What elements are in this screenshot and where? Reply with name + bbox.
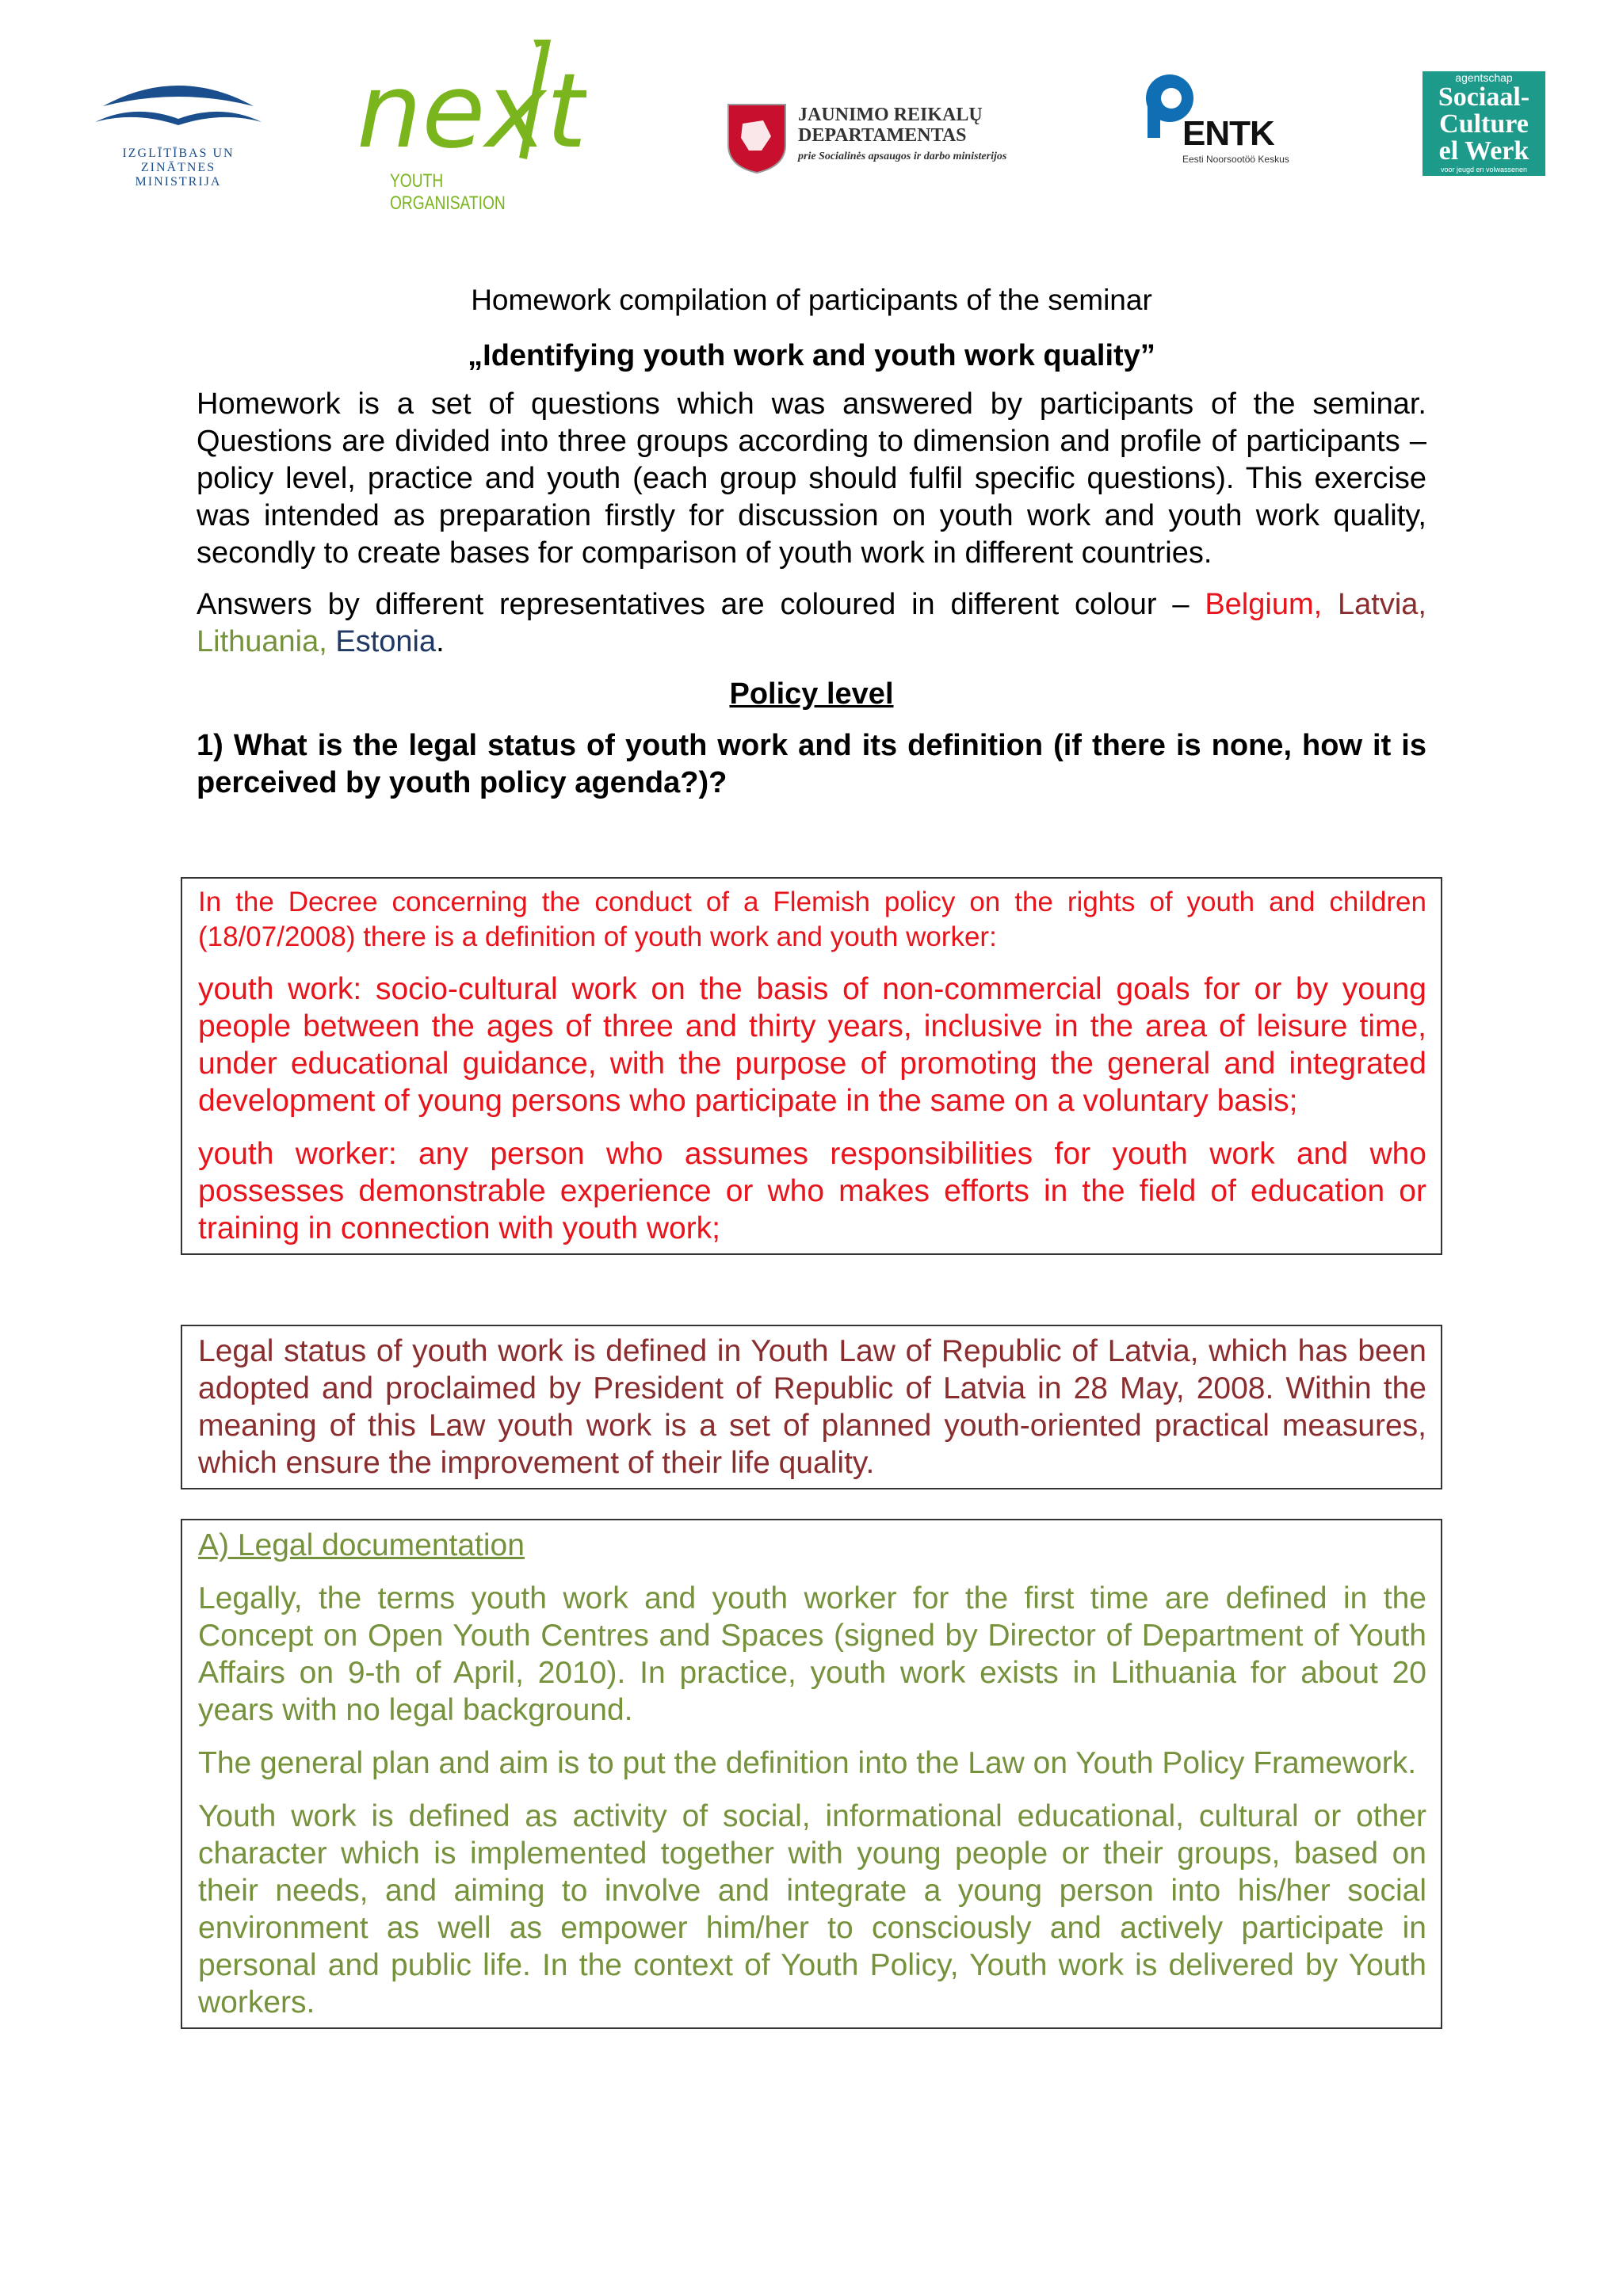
entk-logo-word: ENTK	[1182, 114, 1274, 153]
scw-logo-line1: Sociaal-	[1438, 82, 1530, 112]
scw-logo-top: agentschap	[1455, 71, 1513, 84]
izm-logo	[87, 73, 269, 189]
jrd-logo-line1: JAUNIMO REIKALŲ	[798, 105, 983, 125]
entk-logo	[1141, 71, 1316, 166]
scw-logo-line3: el Werk	[1438, 136, 1529, 166]
belgium-answer-box	[181, 877, 1442, 1255]
question-1: 1) What is the legal status of youth work and its definition (if there is none, how it is perceived by youth policy agenda?)?	[197, 729, 1426, 799]
logo-row	[0, 0, 1623, 222]
latvia-answer-box	[181, 1325, 1442, 1489]
belgium-decree-paragraph: In the Decree concerning the conduct of a Flemish policy on the rights of youth and children (18/07/2008) there is a definition of youth work and youth worker:	[198, 887, 1426, 952]
belgium-youth-work-definition: youth work: socio-cultural work on the basis of non-commercial goals for or by young people between the ages of three and thirty years, inclusive in the area of leisure time, under educational guidance, with the purpose of promoting the general and integrated development of young persons who participate in the same on a voluntary basis;	[198, 972, 1426, 1118]
legend-end: .	[436, 625, 445, 658]
section-heading-policy-level: Policy level	[729, 677, 894, 711]
lithuania-paragraph-3: Youth work is defined as activity of social, informational educational, cultural or other character which is implemented together with young people or their groups, based on their needs, and aiming to involve and integrate a young person into his/her social environment as well as empower him/her to consciously and actively participate in personal and public life. In the context of Youth Policy, Youth work is delivered by Youth workers.	[198, 1799, 1426, 2019]
jrd-logo	[725, 101, 1082, 177]
entk-logo-sub: Eesti Noorsootöö Keskus	[1182, 154, 1289, 165]
open-book-icon	[87, 73, 269, 136]
next-logo-sub: YOUTH ORGANISATION	[390, 170, 506, 214]
jrd-logo-line3: prie Socialinės apsaugos ir darbo ministerijos	[798, 151, 1007, 162]
lithuania-paragraph-1: Legally, the terms youth work and youth worker for the first time are defined in the Concept on Open Youth Centres and Spaces (signed by Director of Department of Youth Affairs on 9-th of April, 2010). In practice, youth work exists in Lithuania for about 20 years with no legal background.	[198, 1581, 1426, 1727]
next-logo	[349, 40, 586, 214]
legend-lithuania: Lithuania,	[197, 625, 327, 658]
document-title: Homework compilation of participants of the seminar	[471, 284, 1152, 316]
latvia-legal-status-paragraph: Legal status of youth work is defined in Youth Law of Republic of Latvia, which has been adopted and proclaimed by President of Republic of Latvia in 28 May, 2008. Within the meaning of this Law youth work is a set of planned youth-oriented practical measures, which ensure the improvement of their life quality.	[198, 1334, 1426, 1480]
intro-paragraph: Homework is a set of questions which was answered by participants of the seminar. Questions are divided into three groups according to dimension and profile of participants – policy level, practice and youth (each group should fulfil specific questions). This exercise was intended as preparation firstly for discussion on youth work and youth work quality, secondly to create bases for comparison of youth work in different countries.	[197, 387, 1426, 570]
scw-logo	[1423, 71, 1545, 176]
scw-logo-bottom: voor jeugd en volwassenen	[1440, 166, 1528, 174]
colour-legend-paragraph	[197, 586, 1426, 661]
next-logo-word: next	[357, 51, 586, 166]
legend-latvia: Latvia,	[1338, 588, 1426, 621]
jrd-logo-line2: DEPARTAMENTAS	[798, 125, 967, 146]
colour-legend-lead: Answers by different representatives are coloured in different colour –	[197, 588, 1205, 621]
lithuania-legal-documentation-heading: A) Legal documentation	[198, 1528, 525, 1562]
legend-estonia: Estonia	[335, 625, 437, 658]
lithuania-paragraph-2: The general plan and aim is to put the definition into the Law on Youth Policy Framework.	[198, 1746, 1417, 1780]
belgium-youth-worker-definition: youth worker: any person who assumes responsibilities for youth work and who possesses demonstrable experience or who makes efforts in the field of education or training in connection with youth work;	[198, 1137, 1426, 1245]
document-content	[197, 281, 1426, 819]
izm-logo-line2: MINISTRIJA	[135, 175, 222, 189]
scw-logo-line2: Culture	[1439, 109, 1529, 139]
coat-of-arms-icon	[725, 101, 789, 174]
lithuania-answer-box	[181, 1519, 1442, 2029]
next-logo-mark	[349, 40, 586, 166]
seminar-title: „Identifying youth work and youth work quality”	[468, 339, 1155, 372]
izm-logo-line1: IZGLĪTĪBAS UN ZINĀTNES	[122, 147, 235, 174]
legend-belgium: Belgium,	[1205, 588, 1323, 621]
